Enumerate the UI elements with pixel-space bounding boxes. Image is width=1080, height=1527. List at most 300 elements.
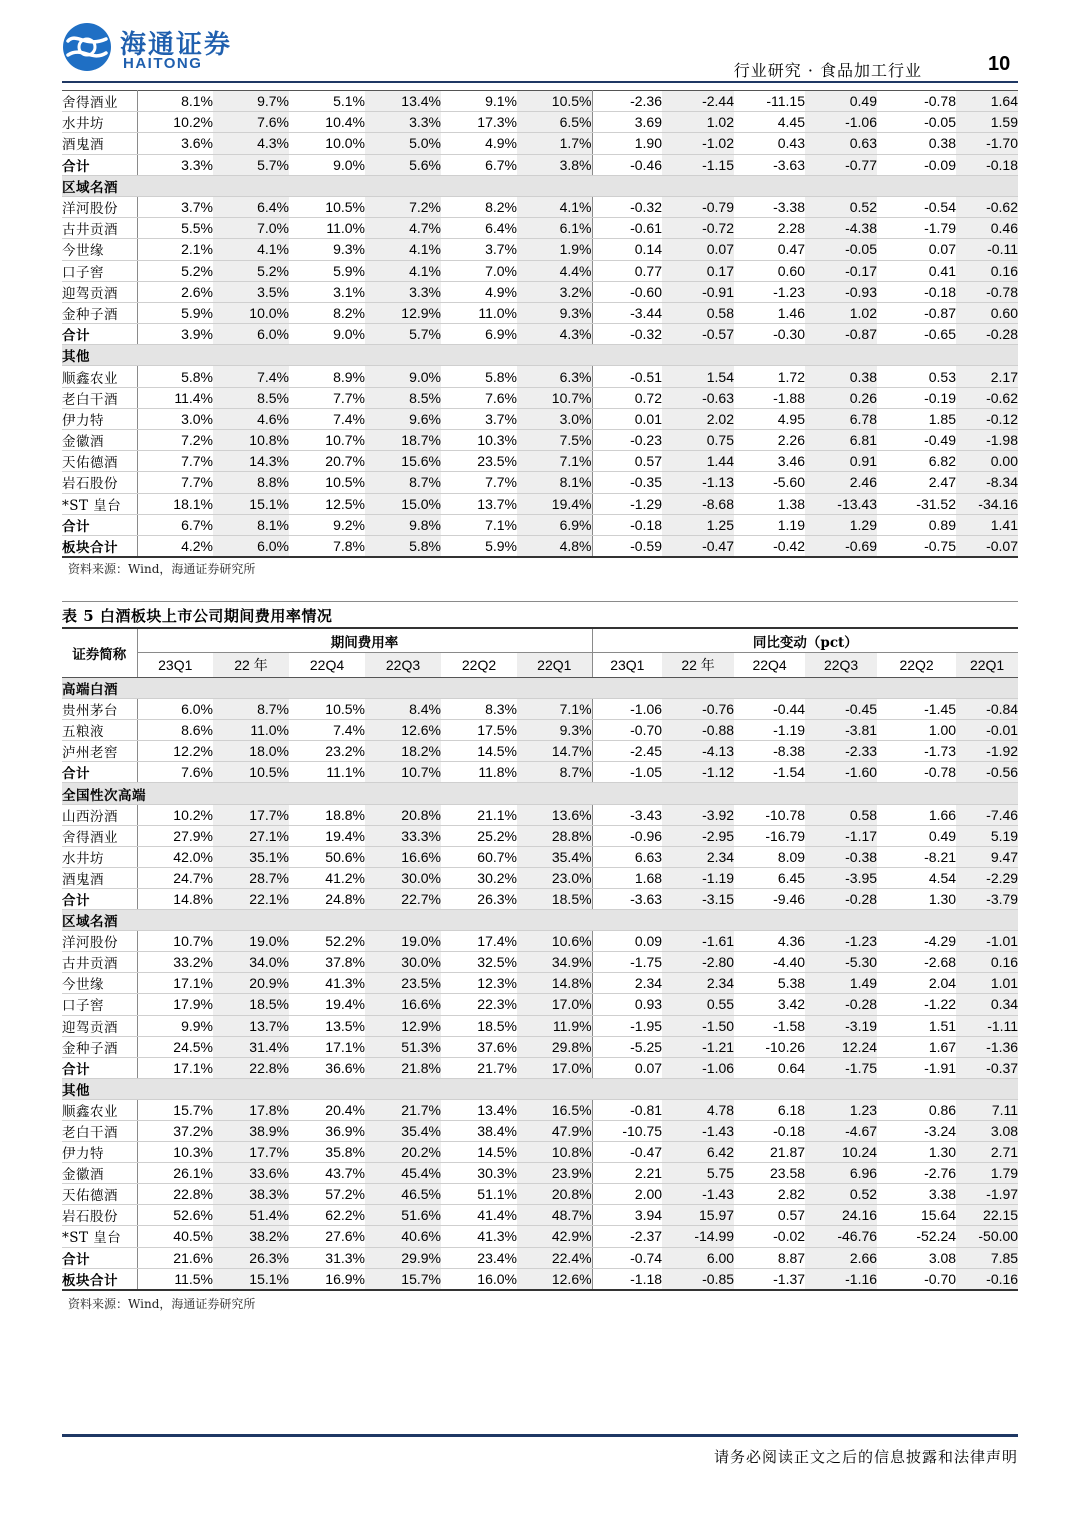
ratio-cell: 9.7% xyxy=(213,91,289,112)
yoy-change-cell: -50.00 xyxy=(956,1226,1018,1247)
ratio-cell: 3.7% xyxy=(441,239,517,260)
ratio-cell: 4.1% xyxy=(365,260,441,281)
yoy-change-cell: 0.64 xyxy=(734,1057,805,1078)
yoy-change-cell: -0.09 xyxy=(877,154,956,175)
ratio-cell: 3.7% xyxy=(441,408,517,429)
yoy-change-cell: -0.07 xyxy=(956,535,1018,557)
ratio-cell: 38.2% xyxy=(213,1226,289,1247)
yoy-change-cell: 2.21 xyxy=(592,1163,662,1184)
yoy-change-cell: -1.17 xyxy=(805,825,877,846)
ratio-cell: 8.2% xyxy=(441,196,517,217)
yoy-change-cell: 8.87 xyxy=(734,1247,805,1268)
ratio-cell: 3.3% xyxy=(365,281,441,302)
ratio-cell: 4.3% xyxy=(213,133,289,154)
ratio-cell: 9.9% xyxy=(137,1015,213,1036)
yoy-change-cell: 6.81 xyxy=(805,430,877,451)
ratio-cell: 17.0% xyxy=(517,994,592,1015)
yoy-change-cell: -2.80 xyxy=(662,952,734,973)
ratio-cell: 17.5% xyxy=(441,720,517,741)
yoy-change-cell: 0.00 xyxy=(956,451,1018,472)
ratio-cell: 12.9% xyxy=(365,1015,441,1036)
security-name-cell: 迎驾贡酒 xyxy=(62,1015,137,1036)
ratio-cell: 22.3% xyxy=(441,994,517,1015)
ratio-cell: 6.7% xyxy=(441,154,517,175)
table-row xyxy=(62,154,1018,175)
ratio-cell: 7.8% xyxy=(289,535,365,557)
ratio-cell: 38.9% xyxy=(213,1120,289,1141)
table-row xyxy=(62,931,1018,952)
period-header-row xyxy=(62,653,1018,678)
table-row xyxy=(62,1120,1018,1141)
yoy-change-cell: 6.63 xyxy=(592,846,662,867)
table-row xyxy=(62,720,1018,741)
ratio-cell: 16.9% xyxy=(289,1268,365,1290)
security-name-cell: 古井贡酒 xyxy=(62,952,137,973)
ratio-cell: 23.9% xyxy=(517,1163,592,1184)
table-row xyxy=(62,260,1018,281)
yoy-change-cell: 15.97 xyxy=(662,1205,734,1226)
yoy-change-cell: 1.19 xyxy=(734,514,805,535)
ratio-cell: 4.1% xyxy=(365,239,441,260)
table-row xyxy=(62,493,1018,514)
ratio-cell: 16.5% xyxy=(517,1099,592,1120)
ratio-cell: 20.8% xyxy=(517,1184,592,1205)
section-row xyxy=(62,175,1018,196)
ratio-cell: 9.6% xyxy=(365,408,441,429)
ratio-cell: 33.2% xyxy=(137,952,213,973)
yoy-change-cell: -0.47 xyxy=(662,535,734,557)
ratio-cell: 22.1% xyxy=(213,888,289,909)
ratio-cell: 17.1% xyxy=(289,1036,365,1057)
section-row xyxy=(62,910,1018,931)
ratio-cell: 14.8% xyxy=(517,973,592,994)
yoy-change-cell: 0.52 xyxy=(805,196,877,217)
yoy-change-cell: -1.06 xyxy=(592,699,662,720)
ratio-cell: 26.3% xyxy=(441,888,517,909)
yoy-change-cell: -1.02 xyxy=(662,133,734,154)
ratio-cell: 5.6% xyxy=(365,154,441,175)
yoy-change-cell: 1.23 xyxy=(805,1099,877,1120)
yoy-change-cell: -3.92 xyxy=(662,804,734,825)
security-name-cell: 金种子酒 xyxy=(62,302,137,323)
ratio-cell: 21.1% xyxy=(441,804,517,825)
ratio-cell: 12.6% xyxy=(365,720,441,741)
section-label: 其他 xyxy=(62,1078,1018,1099)
yoy-change-cell: -9.46 xyxy=(734,888,805,909)
table-row xyxy=(62,888,1018,909)
ratio-cell: 19.4% xyxy=(289,994,365,1015)
yoy-change-cell: -52.24 xyxy=(877,1226,956,1247)
ratio-cell: 8.1% xyxy=(213,514,289,535)
ratio-cell: 18.0% xyxy=(213,741,289,762)
ratio-cell: 8.7% xyxy=(213,699,289,720)
yoy-change-cell: 0.57 xyxy=(592,451,662,472)
yoy-change-cell: 12.24 xyxy=(805,1036,877,1057)
security-name-cell: 合计 xyxy=(62,324,137,345)
ratio-cell: 15.7% xyxy=(365,1268,441,1290)
table-row xyxy=(62,302,1018,323)
ratio-cell: 31.3% xyxy=(289,1247,365,1268)
security-name-cell: 水井坊 xyxy=(62,112,137,133)
yoy-change-cell: 0.43 xyxy=(734,133,805,154)
yoy-change-cell: 2.71 xyxy=(956,1142,1018,1163)
yoy-change-cell: 8.09 xyxy=(734,846,805,867)
yoy-change-cell: 5.75 xyxy=(662,1163,734,1184)
yoy-change-cell: -1.16 xyxy=(805,1268,877,1290)
ratio-cell: 3.3% xyxy=(365,112,441,133)
yoy-change-cell: 23.58 xyxy=(734,1163,805,1184)
yoy-change-cell: -0.16 xyxy=(956,1268,1018,1290)
yoy-change-cell: 3.42 xyxy=(734,994,805,1015)
yoy-change-cell: -1.12 xyxy=(662,762,734,783)
ratio-cell: 20.8% xyxy=(365,804,441,825)
yoy-change-cell: 2.04 xyxy=(877,973,956,994)
ratio-cell: 41.4% xyxy=(441,1205,517,1226)
group-header-yoy-change: 同比变动（pct） xyxy=(592,628,1018,653)
ratio-cell: 4.6% xyxy=(213,408,289,429)
yoy-change-cell: -0.91 xyxy=(662,281,734,302)
yoy-change-cell: -0.02 xyxy=(734,1226,805,1247)
ratio-cell: 13.6% xyxy=(517,804,592,825)
security-name-cell: 舍得酒业 xyxy=(62,825,137,846)
ratio-cell: 7.0% xyxy=(441,260,517,281)
ratio-cell: 42.0% xyxy=(137,846,213,867)
security-name-cell: 合计 xyxy=(62,1057,137,1078)
yoy-change-cell: -8.38 xyxy=(734,741,805,762)
yoy-change-cell: 6.45 xyxy=(734,867,805,888)
ratio-cell: 21.7% xyxy=(365,1099,441,1120)
yoy-change-cell: 15.64 xyxy=(877,1205,956,1226)
ratio-cell: 1.9% xyxy=(517,239,592,260)
security-name-cell: 舍得酒业 xyxy=(62,91,137,112)
ratio-cell: 31.4% xyxy=(213,1036,289,1057)
period-header: 23Q1 xyxy=(592,653,662,678)
yoy-change-cell: -1.91 xyxy=(877,1057,956,1078)
yoy-change-cell: -1.50 xyxy=(662,1015,734,1036)
yoy-change-cell: 0.57 xyxy=(734,1205,805,1226)
ratio-cell: 43.7% xyxy=(289,1163,365,1184)
yoy-change-cell: -1.11 xyxy=(956,1015,1018,1036)
ratio-cell: 1.7% xyxy=(517,133,592,154)
yoy-change-cell: -1.13 xyxy=(662,472,734,493)
yoy-change-cell: -3.63 xyxy=(592,888,662,909)
ratio-cell: 22.4% xyxy=(517,1247,592,1268)
ratio-cell: 6.1% xyxy=(517,218,592,239)
ratio-cell: 9.1% xyxy=(441,91,517,112)
ratio-cell: 10.5% xyxy=(289,699,365,720)
ratio-cell: 30.3% xyxy=(441,1163,517,1184)
yoy-change-cell: 1.51 xyxy=(877,1015,956,1036)
security-name-cell: 贵州茅台 xyxy=(62,699,137,720)
ratio-cell: 17.0% xyxy=(517,1057,592,1078)
table-row xyxy=(62,281,1018,302)
yoy-change-cell: -0.32 xyxy=(592,196,662,217)
yoy-change-cell: 6.18 xyxy=(734,1099,805,1120)
yoy-change-cell: -2.36 xyxy=(592,91,662,112)
yoy-change-cell: 1.85 xyxy=(877,408,956,429)
ratio-cell: 7.6% xyxy=(213,112,289,133)
yoy-change-cell: 0.63 xyxy=(805,133,877,154)
ratio-cell: 8.9% xyxy=(289,366,365,387)
table-row xyxy=(62,1184,1018,1205)
ratio-cell: 10.2% xyxy=(137,112,213,133)
ratio-cell: 13.4% xyxy=(441,1099,517,1120)
table-row xyxy=(62,218,1018,239)
ratio-cell: 48.7% xyxy=(517,1205,592,1226)
table-row xyxy=(62,994,1018,1015)
period-header: 22Q3 xyxy=(805,653,877,678)
yoy-change-cell: -0.76 xyxy=(662,699,734,720)
yoy-change-cell: -0.87 xyxy=(877,302,956,323)
ratio-cell: 9.0% xyxy=(365,366,441,387)
ratio-cell: 19.4% xyxy=(289,825,365,846)
yoy-change-cell: -0.17 xyxy=(805,260,877,281)
ratio-cell: 7.1% xyxy=(517,451,592,472)
table-row xyxy=(62,472,1018,493)
yoy-change-cell: -0.62 xyxy=(956,196,1018,217)
ratio-cell: 5.9% xyxy=(441,535,517,557)
yoy-change-cell: 0.60 xyxy=(956,302,1018,323)
yoy-change-cell: -0.78 xyxy=(877,91,956,112)
ratio-cell: 6.9% xyxy=(441,324,517,345)
header-rule xyxy=(62,81,1018,83)
ratio-cell: 50.6% xyxy=(289,846,365,867)
yoy-change-cell: -4.29 xyxy=(877,931,956,952)
yoy-change-cell: -13.43 xyxy=(805,493,877,514)
ratio-cell: 30.0% xyxy=(365,867,441,888)
ratio-cell: 3.0% xyxy=(137,408,213,429)
ratio-cell: 17.3% xyxy=(441,112,517,133)
section-label: 全国性次高端 xyxy=(62,783,1018,804)
yoy-change-cell: 1.02 xyxy=(805,302,877,323)
ratio-cell: 6.5% xyxy=(517,112,592,133)
ratio-cell: 29.9% xyxy=(365,1247,441,1268)
table-row xyxy=(62,1205,1018,1226)
yoy-change-cell: -0.05 xyxy=(877,112,956,133)
security-name-cell: 合计 xyxy=(62,514,137,535)
ratio-cell: 15.0% xyxy=(365,493,441,514)
ratio-cell: 12.3% xyxy=(441,973,517,994)
ratio-cell: 10.2% xyxy=(137,804,213,825)
yoy-change-cell: -1.98 xyxy=(956,430,1018,451)
security-name-cell: 岩石股份 xyxy=(62,1205,137,1226)
ratio-cell: 7.1% xyxy=(441,514,517,535)
ratio-cell: 15.1% xyxy=(213,493,289,514)
yoy-change-cell: -1.15 xyxy=(662,154,734,175)
ratio-cell: 23.5% xyxy=(365,973,441,994)
ratio-cell: 11.8% xyxy=(441,762,517,783)
ratio-cell: 38.4% xyxy=(441,1120,517,1141)
ratio-cell: 17.1% xyxy=(137,973,213,994)
ratio-cell: 5.5% xyxy=(137,218,213,239)
yoy-change-cell: -3.43 xyxy=(592,804,662,825)
period-header: 22Q4 xyxy=(289,653,365,678)
ratio-cell: 51.6% xyxy=(365,1205,441,1226)
yoy-change-cell: 1.68 xyxy=(592,867,662,888)
ratio-cell: 41.3% xyxy=(441,1226,517,1247)
logo-chinese-name: 海通证券 xyxy=(120,30,233,60)
yoy-change-cell: -0.77 xyxy=(805,154,877,175)
yoy-change-cell: -1.88 xyxy=(734,387,805,408)
period-header: 22Q3 xyxy=(365,653,441,678)
ratio-cell: 7.7% xyxy=(137,451,213,472)
ratio-cell: 8.6% xyxy=(137,720,213,741)
ratio-cell: 3.2% xyxy=(517,281,592,302)
ratio-cell: 12.6% xyxy=(517,1268,592,1290)
yoy-change-cell: -1.43 xyxy=(662,1120,734,1141)
yoy-change-cell: -0.65 xyxy=(877,324,956,345)
yoy-change-cell: -0.70 xyxy=(592,720,662,741)
yoy-change-cell: 5.19 xyxy=(956,825,1018,846)
yoy-change-cell: 6.78 xyxy=(805,408,877,429)
ratio-cell: 9.0% xyxy=(289,154,365,175)
yoy-change-cell: 0.26 xyxy=(805,387,877,408)
page-number: 10 xyxy=(988,53,1011,75)
ratio-cell: 18.1% xyxy=(137,493,213,514)
security-name-cell: 天佑德酒 xyxy=(62,451,137,472)
ratio-cell: 18.8% xyxy=(289,804,365,825)
section-label: 区域名酒 xyxy=(62,910,1018,931)
ratio-cell: 41.2% xyxy=(289,867,365,888)
yoy-change-cell: -4.13 xyxy=(662,741,734,762)
ratio-cell: 5.2% xyxy=(137,260,213,281)
yoy-change-cell: -0.12 xyxy=(956,408,1018,429)
yoy-change-cell: 22.15 xyxy=(956,1205,1018,1226)
yoy-change-cell: 1.64 xyxy=(956,91,1018,112)
yoy-change-cell: 0.17 xyxy=(662,260,734,281)
ratio-cell: 8.7% xyxy=(365,472,441,493)
ratio-cell: 7.4% xyxy=(289,720,365,741)
ratio-cell: 6.3% xyxy=(517,366,592,387)
yoy-change-cell: 2.26 xyxy=(734,430,805,451)
table-row xyxy=(62,1268,1018,1290)
yoy-change-cell: 0.38 xyxy=(877,133,956,154)
yoy-change-cell: 0.49 xyxy=(805,91,877,112)
ratio-cell: 10.8% xyxy=(517,1142,592,1163)
table-row xyxy=(62,804,1018,825)
expense-ratio-table-continued xyxy=(62,90,1018,558)
yoy-change-cell: -0.28 xyxy=(805,888,877,909)
yoy-change-cell: -2.68 xyxy=(877,952,956,973)
yoy-change-cell: -3.38 xyxy=(734,196,805,217)
yoy-change-cell: -1.70 xyxy=(956,133,1018,154)
yoy-change-cell: 1.30 xyxy=(877,1142,956,1163)
ratio-cell: 16.0% xyxy=(441,1268,517,1290)
ratio-cell: 26.1% xyxy=(137,1163,213,1184)
footer-rule xyxy=(62,1434,1018,1437)
ratio-cell: 28.8% xyxy=(517,825,592,846)
ratio-cell: 7.2% xyxy=(365,196,441,217)
table-body xyxy=(62,678,1018,1290)
ratio-cell: 33.6% xyxy=(213,1163,289,1184)
ratio-cell: 13.7% xyxy=(441,493,517,514)
ratio-cell: 32.5% xyxy=(441,952,517,973)
table-row xyxy=(62,1057,1018,1078)
ratio-cell: 14.5% xyxy=(441,1142,517,1163)
yoy-change-cell: 0.07 xyxy=(592,1057,662,1078)
table-row xyxy=(62,514,1018,535)
ratio-cell: 5.9% xyxy=(289,260,365,281)
yoy-change-cell: -0.38 xyxy=(805,846,877,867)
yoy-change-cell: 1.44 xyxy=(662,451,734,472)
yoy-change-cell: -0.18 xyxy=(956,154,1018,175)
security-name-cell: 伊力特 xyxy=(62,408,137,429)
table-row xyxy=(62,451,1018,472)
security-name-cell: 泸州老窖 xyxy=(62,741,137,762)
ratio-cell: 51.3% xyxy=(365,1036,441,1057)
ratio-cell: 37.2% xyxy=(137,1120,213,1141)
yoy-change-cell: 2.34 xyxy=(662,973,734,994)
yoy-change-cell: -1.29 xyxy=(592,493,662,514)
ratio-cell: 16.6% xyxy=(365,994,441,1015)
ratio-cell: 13.7% xyxy=(213,1015,289,1036)
ratio-cell: 8.3% xyxy=(441,699,517,720)
ratio-cell: 10.7% xyxy=(137,931,213,952)
table-row xyxy=(62,699,1018,720)
report-category: 行业研究 · 食品加工行业 xyxy=(733,61,922,80)
yoy-change-cell: -10.26 xyxy=(734,1036,805,1057)
table-row xyxy=(62,324,1018,345)
ratio-cell: 36.6% xyxy=(289,1057,365,1078)
security-name-cell: 口子窖 xyxy=(62,260,137,281)
ratio-cell: 13.4% xyxy=(365,91,441,112)
ratio-cell: 41.3% xyxy=(289,973,365,994)
ratio-cell: 11.9% xyxy=(517,1015,592,1036)
yoy-change-cell: 0.01 xyxy=(592,408,662,429)
yoy-change-cell: 4.36 xyxy=(734,931,805,952)
ratio-cell: 10.3% xyxy=(137,1142,213,1163)
section-row xyxy=(62,345,1018,366)
table-row xyxy=(62,239,1018,260)
yoy-change-cell: 21.87 xyxy=(734,1142,805,1163)
security-name-cell: 老白干酒 xyxy=(62,387,137,408)
period-header: 22 年 xyxy=(662,653,734,678)
table-row xyxy=(62,1163,1018,1184)
yoy-change-cell: -0.18 xyxy=(734,1120,805,1141)
yoy-change-cell: -16.79 xyxy=(734,825,805,846)
ratio-cell: 42.9% xyxy=(517,1226,592,1247)
table-header xyxy=(62,628,1018,678)
yoy-change-cell: 3.38 xyxy=(877,1184,956,1205)
security-name-cell: 板块合计 xyxy=(62,535,137,557)
ratio-cell: 21.8% xyxy=(365,1057,441,1078)
ratio-cell: 57.2% xyxy=(289,1184,365,1205)
section-label: 高端白酒 xyxy=(62,678,1018,699)
yoy-change-cell: -1.23 xyxy=(805,931,877,952)
yoy-change-cell: -0.63 xyxy=(662,387,734,408)
yoy-change-cell: 0.16 xyxy=(956,260,1018,281)
yoy-change-cell: -0.75 xyxy=(877,535,956,557)
yoy-change-cell: -46.76 xyxy=(805,1226,877,1247)
ratio-cell: 9.2% xyxy=(289,514,365,535)
table-row xyxy=(62,1142,1018,1163)
ratio-cell: 30.0% xyxy=(365,952,441,973)
ratio-cell: 37.6% xyxy=(441,1036,517,1057)
yoy-change-cell: -5.30 xyxy=(805,952,877,973)
yoy-change-cell: 5.38 xyxy=(734,973,805,994)
ratio-cell: 7.7% xyxy=(137,472,213,493)
ratio-cell: 19.4% xyxy=(517,493,592,514)
yoy-change-cell: 6.82 xyxy=(877,451,956,472)
table-row xyxy=(62,741,1018,762)
yoy-change-cell: 0.58 xyxy=(805,804,877,825)
security-name-cell: 洋河股份 xyxy=(62,196,137,217)
yoy-change-cell: -3.24 xyxy=(877,1120,956,1141)
ratio-cell: 5.1% xyxy=(289,91,365,112)
yoy-change-cell: -1.45 xyxy=(877,699,956,720)
yoy-change-cell: -1.05 xyxy=(592,762,662,783)
ratio-cell: 38.3% xyxy=(213,1184,289,1205)
